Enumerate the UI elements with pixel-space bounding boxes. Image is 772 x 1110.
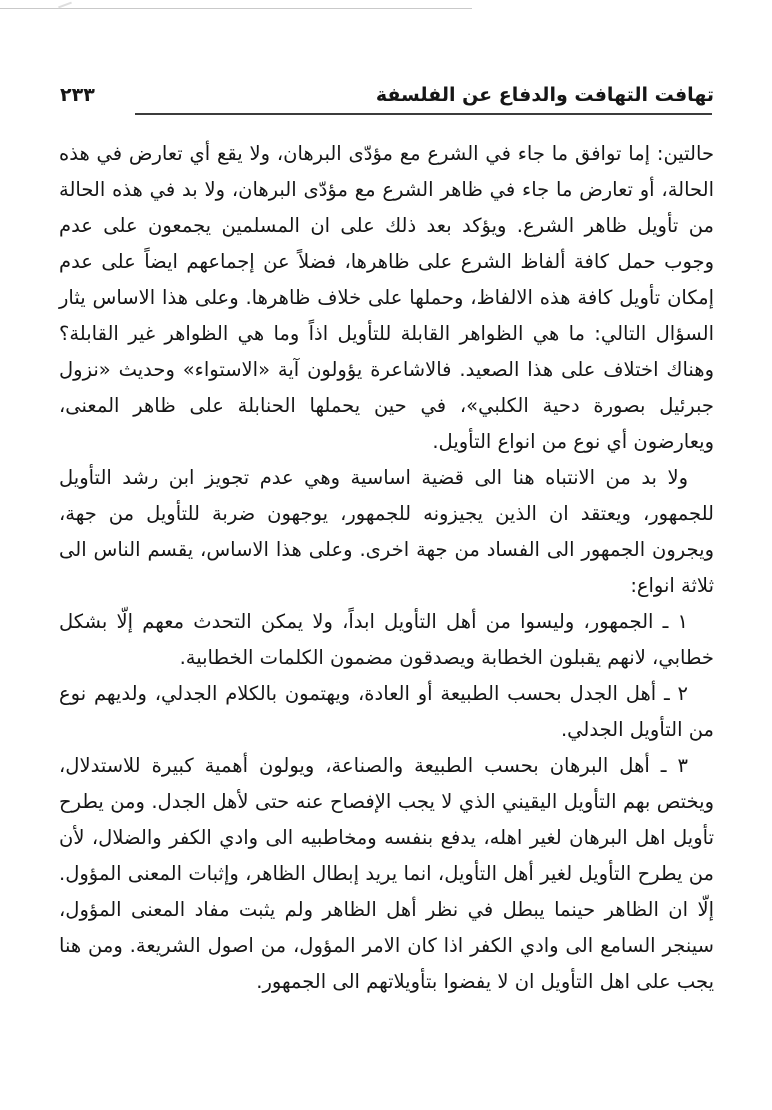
page-number: ٢٣٣ <box>60 84 95 106</box>
paragraph: ولا بد من الانتباه هنا الى قضية اساسية وهي عدم تجويز ابن رشد التأويل للجمهور، ويعتقد ان الذين يجيزونه للجمهور، يوجهون ضربة للتأويل من جهة، ويجرون الجمهور الى الفساد من جهة اخرى. وعلى هذا الاساس، يقسم الناس الى ثلاثة انواع: <box>59 466 714 597</box>
book-title: تهافت التهافت والدفاع عن الفلسفة <box>375 84 714 106</box>
paragraph: حالتين: إما توافق ما جاء في الشرع مع مؤدّى البرهان، ولا يقع أي تعارض في هذه الحالة، أو تعارض ما جاء في ظاهر الشرع مع مؤدّى البرهان، ولا بد في هذه الحالة من تأويل ظاهر الشرع. ويؤكد بعد ذلك على ان المسلمين يجمعون على عدم وجوب حمل كافة ألفاظ الشرع على ظاهرها، فضلاً عن إجماعهم ايضاً على عدم إمكان تأويل كافة هذه الالفاظ، وحملها على خلاف ظاهرها. وعلى هذا الاساس يثار السؤال التالي: ما هي الظواهر القابلة للتأويل اذاً وما هي الظواهر غير القابلة؟ وهناك اختلاف على هذا الصعيد. فالاشاعرة يؤولون آية «الاستواء» وحديث «نزول جبرئيل بصورة دحية الكلبي»، في حين يحملها الحنابلة على ظاهر المعنى، ويعارضون أي نوع من انواع التأويل. <box>59 142 714 453</box>
header-divider <box>135 113 712 115</box>
scan-artifact-line <box>0 8 472 9</box>
page-header <box>60 84 714 106</box>
paragraph: ٢ ـ أهل الجدل بحسب الطبيعة أو العادة، ويهتمون بالكلام الجدلي، ولديهم نوع من التأويل الجدلي. <box>59 682 714 741</box>
paragraph: ١ ـ الجمهور، وليسوا من أهل التأويل ابداً، ولا يمكن التحدث معهم إلّا بشكل خطابي، لانهم يقبلون الخطابة ويصدقون مضمون الكلمات الخطابية. <box>59 610 714 669</box>
paragraph: ٣ ـ أهل البرهان بحسب الطبيعة والصناعة، ويولون أهمية كبيرة للاستدلال، ويختص بهم التأويل اليقيني الذي لا يجب الإفصاح عنه حتى لأهل الجدل. ومن يطرح تأويل اهل البرهان لغير اهله، يدفع بنفسه ومخاطبيه الى وادي الكفر والضلال، لأن من يطرح التأويل لغير أهل التأويل، انما يريد إبطال الظاهر، وإثبات المعنى المؤول. إلّا ان الظاهر حينما يبطل في نظر أهل الظاهر ولم يثبت مفاد المعنى المؤول، سينجر السامع الى وادي الكفر اذا كان الامر المؤول، من اصول الشريعة. ومن هنا يجب على اهل التأويل ان لا يفضوا بتأويلاتهم الى الجمهور. <box>59 754 714 993</box>
body-text <box>59 136 714 1000</box>
